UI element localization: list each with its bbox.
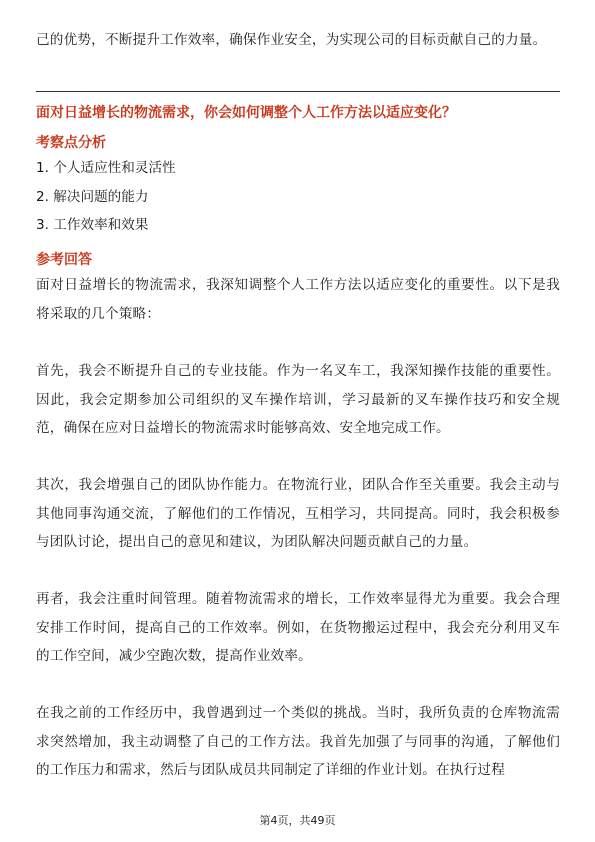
analysis-label: 考察点分析: [36, 135, 106, 151]
document-page: [36, 0, 560, 842]
list-item: 2. 解决问题的能力: [36, 188, 149, 205]
section-divider: [36, 91, 560, 92]
answer-paragraph-teamwork: 其次，我会增强自己的团队协作能力。在物流行业，团队合作至关重要。我会主动与其他同事沟通交流，了解他们的工作情况，互相学习，共同提高。同时，我会积极参与团队讨论，提出自己的意见和建议，为团队解决问题贡献自己的力量。: [36, 477, 560, 550]
list-item: 1. 个人适应性和灵活性: [36, 160, 176, 176]
answer-paragraph-intro: 面对日益增长的物流需求，我深知调整个人工作方法以适应变化的重要性。以下是我将采取的几个策略：: [36, 277, 560, 322]
answer-paragraph-skills: 首先，我会不断提升自己的专业技能。作为一名叉车工，我深知操作技能的重要性。因此，我会定期参加公司组织的叉车操作培训，学习最新的叉车操作技巧和安全规范，确保在应对日益增长的物流需求时能够高效、安全地完成工作。: [36, 363, 560, 436]
page-number-footer: 第4页，共49页: [259, 814, 336, 827]
intro-paragraph-tail: 己的优势，不断提升工作效率，确保作业安全，为实现公司的目标贡献自己的力量。: [36, 32, 547, 48]
answer-paragraph-experience: 在我之前的工作经历中，我曾遇到过一个类似的挑战。当时，我所负责的仓库物流需求突然增加，我主动调整了自己的工作方法。我首先加强了与同事的沟通，了解他们的工作压力和需求，然后与团队成员共同制定了详细的作业计划。在执行过程: [36, 705, 560, 778]
analysis-list: [36, 154, 176, 240]
answer-label: 参考回答: [36, 252, 92, 268]
question-heading: 面对日益增长的物流需求，你会如何调整个人工作方法以适应变化？: [36, 105, 456, 121]
list-item: 3. 工作效率和效果: [36, 217, 149, 233]
answer-paragraph-time-management: 再者，我会注重时间管理。随着物流需求的增长，工作效率显得尤为重要。我会合理安排工作时间，提高自己的工作效率。例如，在货物搬运过程中，我会充分利用叉车的工作空间，减少空跑次数，提高作业效率。: [36, 591, 560, 664]
